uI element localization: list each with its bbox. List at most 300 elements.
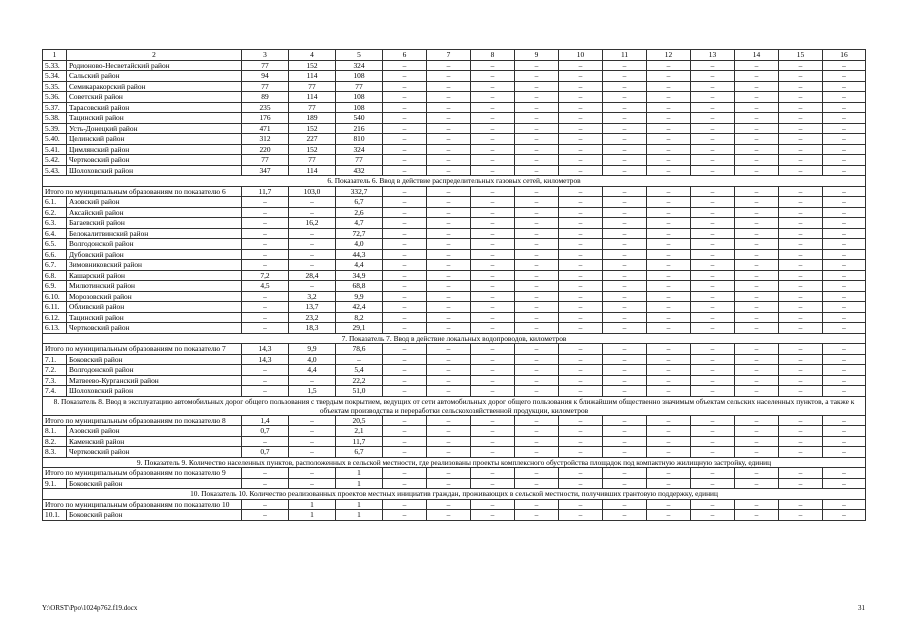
district-name-cell: Каменский район [67,436,242,447]
empty-value-cell: – [823,218,866,229]
empty-value-cell: – [427,92,471,103]
empty-value-cell: – [823,426,866,437]
value-cell: 432 [336,165,383,176]
empty-value-cell: – [383,281,427,292]
empty-value-cell: – [383,447,427,458]
table-row [43,426,866,437]
empty-value-cell: – [471,239,515,250]
empty-value-cell: – [647,92,691,103]
district-name-cell: Кашарский район [67,270,242,281]
empty-value-cell: – [559,239,603,250]
empty-value-cell: – [691,165,735,176]
empty-value-cell: – [515,249,559,260]
value-cell: – [242,302,289,313]
empty-value-cell: – [383,386,427,397]
empty-value-cell: – [603,207,647,218]
empty-value-cell: – [427,102,471,113]
empty-value-cell: – [735,478,779,489]
value-cell: 2,1 [336,426,383,437]
district-name-cell: Зимовниковский район [67,260,242,271]
empty-value-cell: – [647,81,691,92]
empty-value-cell: – [427,228,471,239]
empty-value-cell: – [427,386,471,397]
value-cell: 324 [336,60,383,71]
empty-value-cell: – [471,323,515,334]
empty-value-cell: – [427,436,471,447]
empty-value-cell: – [515,260,559,271]
empty-value-cell: – [515,415,559,426]
empty-value-cell: – [735,71,779,82]
district-name-cell: Усть-Донецкий район [67,123,242,134]
empty-value-cell: – [383,218,427,229]
row-number-cell: 8.3. [43,447,67,458]
empty-value-cell: – [647,71,691,82]
empty-value-cell: – [823,468,866,479]
empty-value-cell: – [427,499,471,510]
empty-value-cell: – [823,228,866,239]
district-name-cell: Матвеево-Курганский район [67,375,242,386]
empty-value-cell: – [383,144,427,155]
empty-value-cell: – [691,144,735,155]
empty-value-cell: – [471,197,515,208]
empty-value-cell: – [603,123,647,134]
empty-value-cell: – [647,312,691,323]
empty-value-cell: – [823,365,866,376]
empty-value-cell: – [735,60,779,71]
empty-value-cell: – [515,92,559,103]
empty-value-cell: – [383,354,427,365]
empty-value-cell: – [823,281,866,292]
empty-value-cell: – [735,426,779,437]
table-row [43,197,866,208]
empty-value-cell: – [823,510,866,521]
value-cell: 471 [242,123,289,134]
empty-value-cell: – [383,312,427,323]
value-cell: 220 [242,144,289,155]
district-name-cell: Боковский район [67,478,242,489]
value-cell: 312 [242,134,289,145]
empty-value-cell: – [559,81,603,92]
empty-value-cell: – [691,478,735,489]
empty-value-cell: – [735,375,779,386]
district-name-cell: Целинский район [67,134,242,145]
section-title: 10. Показатель 10. Количество реализованных проектов местных инициатив граждан, проживающих в сельской местности, получивших грантовую поддержку, единиц [43,489,866,500]
empty-value-cell: – [647,102,691,113]
empty-value-cell: – [647,386,691,397]
total-value-cell: 14,3 [242,344,289,355]
empty-value-cell: – [691,71,735,82]
value-cell: 8,2 [336,312,383,323]
empty-value-cell: – [471,354,515,365]
empty-value-cell: – [823,386,866,397]
empty-value-cell: – [427,60,471,71]
empty-value-cell: – [691,260,735,271]
empty-value-cell: – [779,510,823,521]
empty-value-cell: – [383,134,427,145]
value-cell: 22,2 [336,375,383,386]
empty-value-cell: – [823,60,866,71]
district-name-cell: Милютинский район [67,281,242,292]
value-cell: 11,7 [336,436,383,447]
empty-value-cell: – [691,468,735,479]
empty-value-cell: – [647,270,691,281]
district-name-cell: Шолоховский район [67,386,242,397]
table-row [43,312,866,323]
empty-value-cell: – [779,478,823,489]
empty-value-cell: – [559,186,603,197]
empty-value-cell: – [515,365,559,376]
empty-value-cell: – [559,344,603,355]
value-cell: 72,7 [336,228,383,239]
empty-value-cell: – [691,436,735,447]
total-value-cell: 20,5 [336,415,383,426]
empty-value-cell: – [779,239,823,250]
empty-value-cell: – [559,375,603,386]
row-number-cell: 6.12. [43,312,67,323]
value-cell: 13,7 [289,302,336,313]
table-row [43,302,866,313]
value-cell: 23,2 [289,312,336,323]
empty-value-cell: – [691,92,735,103]
section-header-row [43,396,866,415]
empty-value-cell: – [823,165,866,176]
empty-value-cell: – [383,60,427,71]
table-row [43,323,866,334]
value-cell: 189 [289,113,336,124]
empty-value-cell: – [559,218,603,229]
value-cell: 1,5 [289,386,336,397]
empty-value-cell: – [603,113,647,124]
empty-value-cell: – [735,92,779,103]
empty-value-cell: – [559,165,603,176]
empty-value-cell: – [603,436,647,447]
empty-value-cell: – [383,123,427,134]
empty-value-cell: – [471,249,515,260]
empty-value-cell: – [779,499,823,510]
empty-value-cell: – [735,249,779,260]
empty-value-cell: – [383,426,427,437]
empty-value-cell: – [779,426,823,437]
empty-value-cell: – [603,81,647,92]
row-number-cell: 6.10. [43,291,67,302]
table-row [43,478,866,489]
value-cell: 108 [336,102,383,113]
empty-value-cell: – [603,281,647,292]
empty-value-cell: – [427,312,471,323]
empty-value-cell: – [735,113,779,124]
row-number-cell: 5.43. [43,165,67,176]
total-label: Итого по муниципальным образованиям по показателю 10 [43,499,242,510]
empty-value-cell: – [383,365,427,376]
empty-value-cell: – [471,270,515,281]
value-cell: 9,9 [336,291,383,302]
empty-value-cell: – [603,92,647,103]
empty-value-cell: – [647,365,691,376]
empty-value-cell: – [779,218,823,229]
empty-value-cell: – [691,218,735,229]
empty-value-cell: – [427,207,471,218]
value-cell: 89 [242,92,289,103]
empty-value-cell: – [779,354,823,365]
empty-value-cell: – [515,270,559,281]
section-header-row [43,176,866,187]
empty-value-cell: – [471,113,515,124]
empty-value-cell: – [515,155,559,166]
empty-value-cell: – [691,60,735,71]
empty-value-cell: – [779,249,823,260]
row-number-cell: 7.4. [43,386,67,397]
empty-value-cell: – [779,415,823,426]
empty-value-cell: – [647,291,691,302]
value-cell: 540 [336,113,383,124]
empty-value-cell: – [735,415,779,426]
empty-value-cell: – [603,447,647,458]
table-row [43,436,866,447]
empty-value-cell: – [603,270,647,281]
value-cell: – [242,260,289,271]
value-cell: – [242,365,289,376]
empty-value-cell: – [603,134,647,145]
empty-value-cell: – [735,81,779,92]
empty-value-cell: – [603,228,647,239]
value-cell: – [242,478,289,489]
empty-value-cell: – [603,155,647,166]
table-row [43,218,866,229]
table-row [43,510,866,521]
empty-value-cell: – [691,102,735,113]
empty-value-cell: – [691,123,735,134]
empty-value-cell: – [779,228,823,239]
row-number-cell: 6.9. [43,281,67,292]
empty-value-cell: – [603,144,647,155]
empty-value-cell: – [779,92,823,103]
empty-value-cell: – [383,92,427,103]
value-cell: – [242,228,289,239]
empty-value-cell: – [735,499,779,510]
table-row [43,375,866,386]
empty-value-cell: – [515,228,559,239]
table-row [43,155,866,166]
empty-value-cell: – [603,344,647,355]
empty-value-cell: – [427,375,471,386]
row-number-cell: 6.1. [43,197,67,208]
indicators-table [42,49,866,521]
row-number-cell: 9.1. [43,478,67,489]
total-row [43,499,866,510]
value-cell: 4,0 [336,239,383,250]
table-row [43,81,866,92]
empty-value-cell: – [383,249,427,260]
value-cell: 4,5 [242,281,289,292]
value-cell: 114 [289,71,336,82]
empty-value-cell: – [515,312,559,323]
value-cell: 94 [242,71,289,82]
value-cell: – [289,197,336,208]
empty-value-cell: – [779,102,823,113]
empty-value-cell: – [427,281,471,292]
empty-value-cell: – [603,312,647,323]
table-row [43,260,866,271]
column-number-cell: 13 [691,50,735,61]
empty-value-cell: – [691,291,735,302]
empty-value-cell: – [779,165,823,176]
empty-value-cell: – [603,386,647,397]
empty-value-cell: – [647,239,691,250]
district-name-cell: Дубовский район [67,249,242,260]
column-number-cell: 6 [383,50,427,61]
empty-value-cell: – [559,447,603,458]
total-value-cell: 1 [336,468,383,479]
empty-value-cell: – [647,155,691,166]
empty-value-cell: – [471,144,515,155]
empty-value-cell: – [779,386,823,397]
empty-value-cell: – [515,302,559,313]
empty-value-cell: – [559,155,603,166]
row-number-cell: 8.2. [43,436,67,447]
empty-value-cell: – [471,302,515,313]
table-row [43,249,866,260]
value-cell: 108 [336,71,383,82]
value-cell: 5,4 [336,365,383,376]
empty-value-cell: – [823,302,866,313]
table-row [43,71,866,82]
row-number-cell: 7.1. [43,354,67,365]
value-cell: – [289,228,336,239]
empty-value-cell: – [823,344,866,355]
table-row [43,144,866,155]
section-header-row [43,333,866,344]
value-cell: 227 [289,134,336,145]
empty-value-cell: – [427,71,471,82]
value-cell: – [242,218,289,229]
column-number-cell: 7 [427,50,471,61]
table-row [43,270,866,281]
row-number-cell: 6.6. [43,249,67,260]
empty-value-cell: – [559,228,603,239]
table-row [43,102,866,113]
total-row [43,468,866,479]
empty-value-cell: – [779,375,823,386]
empty-value-cell: – [427,323,471,334]
empty-value-cell: – [823,113,866,124]
empty-value-cell: – [691,302,735,313]
total-value-cell: 9,9 [289,344,336,355]
row-number-cell: 5.37. [43,102,67,113]
empty-value-cell: – [647,249,691,260]
empty-value-cell: – [779,60,823,71]
empty-value-cell: – [735,344,779,355]
empty-value-cell: – [471,71,515,82]
empty-value-cell: – [559,365,603,376]
value-cell: 51,0 [336,386,383,397]
empty-value-cell: – [603,499,647,510]
empty-value-cell: – [603,365,647,376]
empty-value-cell: – [471,447,515,458]
empty-value-cell: – [691,197,735,208]
empty-value-cell: – [383,102,427,113]
section-title: 9. Показатель 9. Количество населенных пунктов, расположенных в сельской местности, где реализованы проекты комплексного обустройства площадок под компактную жилищную застройку, единиц [43,457,866,468]
empty-value-cell: – [691,365,735,376]
empty-value-cell: – [735,468,779,479]
row-number-cell: 10.1. [43,510,67,521]
empty-value-cell: – [735,323,779,334]
empty-value-cell: – [603,354,647,365]
empty-value-cell: – [779,291,823,302]
empty-value-cell: – [471,510,515,521]
empty-value-cell: – [691,375,735,386]
empty-value-cell: – [559,323,603,334]
empty-value-cell: – [691,113,735,124]
empty-value-cell: – [471,207,515,218]
empty-value-cell: – [647,344,691,355]
empty-value-cell: – [383,375,427,386]
empty-value-cell: – [603,426,647,437]
empty-value-cell: – [559,436,603,447]
empty-value-cell: – [647,436,691,447]
empty-value-cell: – [691,510,735,521]
empty-value-cell: – [779,186,823,197]
total-value-cell: 1 [289,499,336,510]
empty-value-cell: – [427,144,471,155]
column-number-cell: 2 [67,50,242,61]
total-value-cell: – [242,468,289,479]
empty-value-cell: – [471,468,515,479]
empty-value-cell: – [823,134,866,145]
empty-value-cell: – [647,375,691,386]
empty-value-cell: – [779,270,823,281]
empty-value-cell: – [603,468,647,479]
value-cell: 29,1 [336,323,383,334]
empty-value-cell: – [559,270,603,281]
district-name-cell: Чертковский район [67,155,242,166]
district-name-cell: Морозовский район [67,291,242,302]
empty-value-cell: – [603,239,647,250]
value-cell: – [242,207,289,218]
value-cell: 2,6 [336,207,383,218]
value-cell: – [242,510,289,521]
empty-value-cell: – [471,436,515,447]
empty-value-cell: – [471,92,515,103]
empty-value-cell: – [735,207,779,218]
empty-value-cell: – [647,218,691,229]
empty-value-cell: – [383,291,427,302]
empty-value-cell: – [471,186,515,197]
row-number-cell: 5.33. [43,60,67,71]
section-title: 6. Показатель 6. Ввод в действие распределительных газовых сетей, километров [43,176,866,187]
value-cell: – [242,386,289,397]
district-name-cell: Волгодонской район [67,365,242,376]
empty-value-cell: – [515,71,559,82]
value-cell: 77 [242,81,289,92]
row-number-cell: 6.8. [43,270,67,281]
empty-value-cell: – [383,499,427,510]
empty-value-cell: – [603,291,647,302]
empty-value-cell: – [383,186,427,197]
empty-value-cell: – [427,468,471,479]
value-cell: – [336,354,383,365]
empty-value-cell: – [779,81,823,92]
empty-value-cell: – [515,81,559,92]
empty-value-cell: – [735,436,779,447]
district-name-cell: Шолоховский район [67,165,242,176]
empty-value-cell: – [471,218,515,229]
empty-value-cell: – [427,478,471,489]
empty-value-cell: – [691,323,735,334]
value-cell: 176 [242,113,289,124]
column-number-cell: 1 [43,50,67,61]
empty-value-cell: – [823,239,866,250]
document-page [42,49,865,521]
